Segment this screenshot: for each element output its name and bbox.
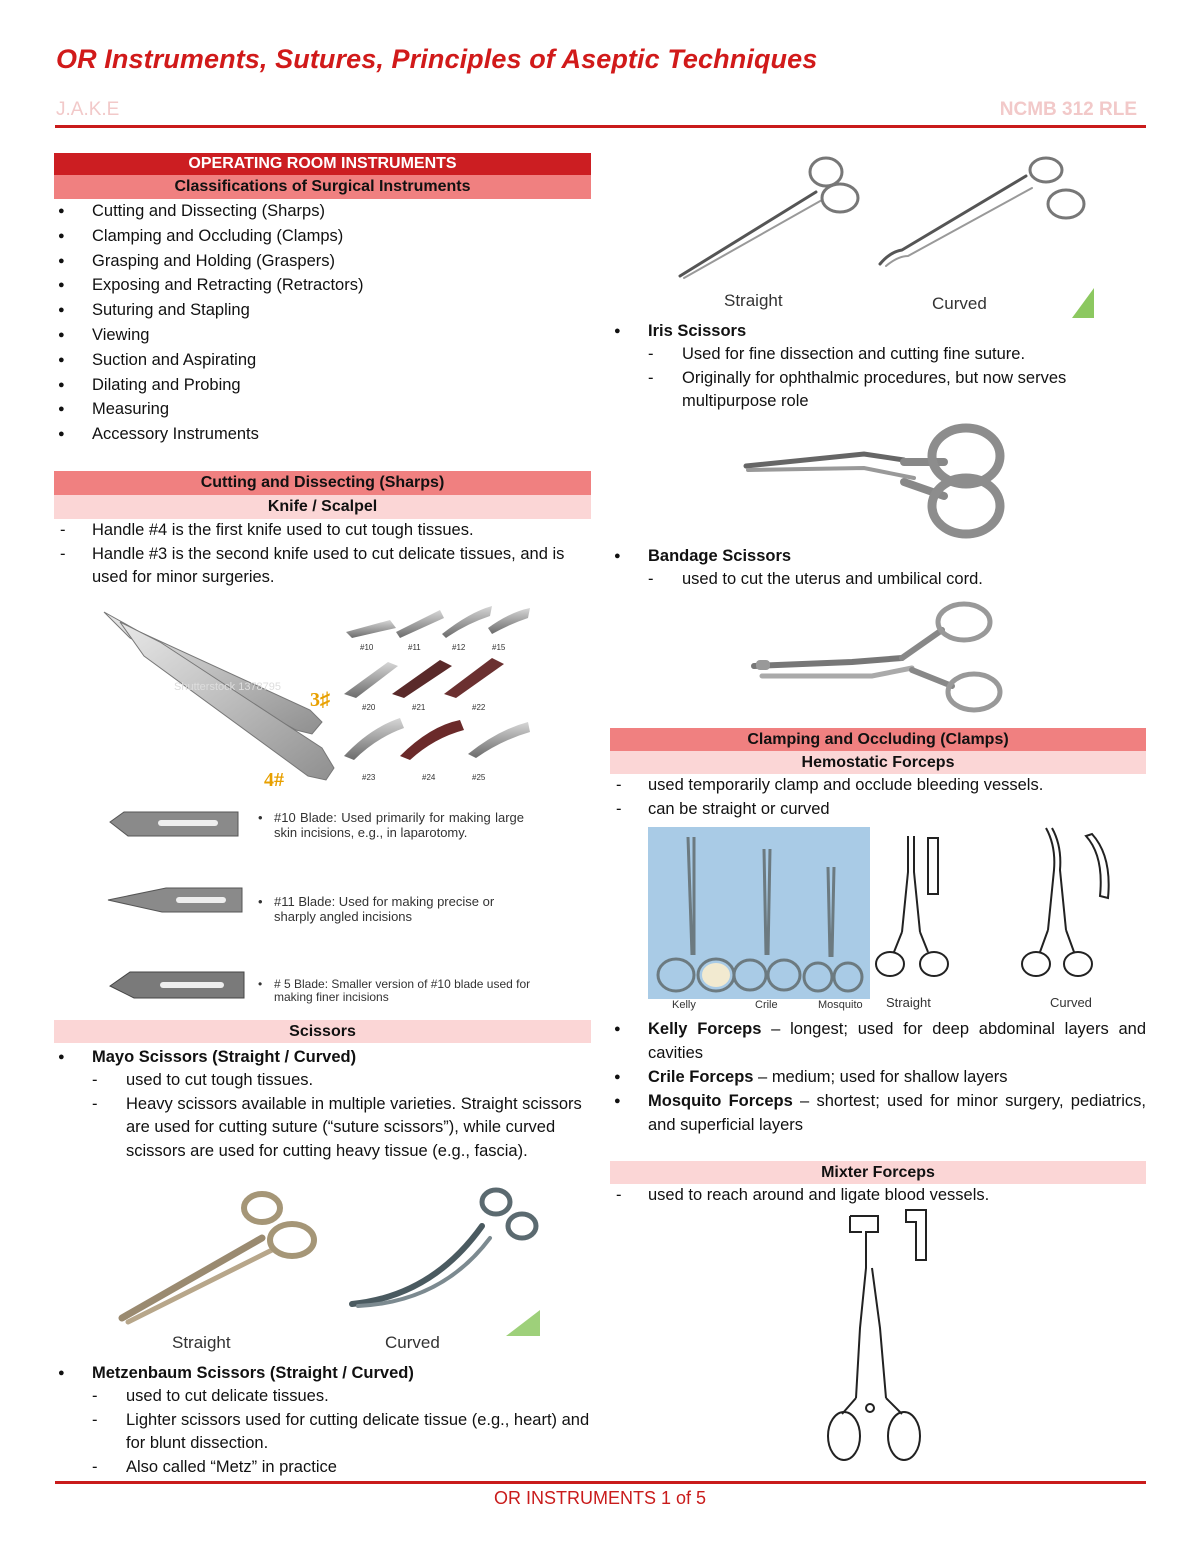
knife-point: - Handle #4 is the first knife used to cut tough tissues.: [54, 519, 591, 543]
mayo-curved-caption: Curved: [385, 1333, 440, 1352]
section-bar-or-instruments: OPERATING ROOM INSTRUMENTS: [54, 153, 591, 175]
mayo-title: ● Mayo Scissors (Straight / Curved): [54, 1045, 591, 1069]
blade-15-desc: • # 5 Blade: Smaller version of #10 blade used for making finer incisions: [258, 977, 531, 1004]
blade-label-25: #25: [472, 773, 486, 782]
header-rule: [55, 125, 1146, 128]
handle-3-label: 3♯: [310, 689, 330, 711]
scalpel-handles-figure: [100, 598, 540, 798]
blade-grid: [344, 606, 530, 782]
list-item: ● Suturing and Stapling: [54, 298, 591, 323]
mayo-straight-icon: [122, 1194, 314, 1322]
mayo-straight-caption: Straight: [172, 1333, 231, 1352]
bandage-title: ● Bandage Scissors: [610, 544, 1146, 568]
list-item: ● Viewing: [54, 323, 591, 348]
clamps-section: [610, 728, 1146, 821]
list-item: ● Clamping and Occluding (Clamps): [54, 224, 591, 249]
section-bar-clamps: Clamping and Occluding (Clamps): [610, 728, 1146, 751]
forceps-photo: [648, 827, 870, 999]
blade-label-11: #11: [408, 643, 421, 652]
list-item: ● Exposing and Retracting (Retractors): [54, 273, 591, 298]
crile-item: ● Crile Forceps – medium; used for shallow layers: [610, 1065, 1146, 1089]
mixter-section: [610, 1161, 1146, 1208]
mosquito-caption: Mosquito: [818, 999, 863, 1011]
metzenbaum-section: [54, 1361, 591, 1479]
classification-list: [54, 199, 591, 447]
metz-point: - used to cut delicate tissues.: [54, 1385, 591, 1409]
blade-15-icon: [108, 968, 248, 1002]
list-item: ● Cutting and Dissecting (Sharps): [54, 199, 591, 224]
section-bar-sharps: Cutting and Dissecting (Sharps): [54, 471, 591, 495]
curved-forceps-caption: Curved: [1050, 995, 1092, 1010]
metz-curved-icon: [880, 158, 1084, 266]
metzenbaum-title: ● Metzenbaum Scissors (Straight / Curved): [54, 1361, 591, 1385]
forceps-types-list: [610, 1017, 1146, 1137]
iris-point: - Originally for ophthalmic procedures, but now serves multipurpose role: [610, 367, 1146, 414]
blade-11-icon: [106, 886, 246, 916]
blade-11-desc: • #11 Blade: Used for making precise or sharply angled incisions: [258, 894, 495, 924]
hemostatic-point: - used temporarily clamp and occlude bleeding vessels.: [610, 774, 1146, 798]
section-bar-classifications: Classifications of Surgical Instruments: [54, 175, 591, 199]
list-item: ● Dilating and Probing: [54, 373, 591, 398]
blade-label-22: #22: [472, 703, 486, 712]
forceps-photo-drawing: [648, 827, 870, 999]
course-code: NCMB 312 RLE: [999, 99, 1137, 120]
scissors-section: [54, 1020, 591, 1163]
blade-label-24: #24: [422, 773, 436, 782]
author-label: J.A.K.E: [56, 99, 120, 120]
metz-straight-caption: Straight: [724, 291, 783, 310]
hemostatic-point: - can be straight or curved: [610, 798, 1146, 822]
handle-4-label: 4#: [264, 769, 284, 791]
footer-rule: [55, 1481, 1146, 1484]
metz-curved-caption: Curved: [932, 294, 987, 313]
bandage-scissors-icon: [752, 600, 1032, 714]
list-item: ● Suction and Aspirating: [54, 348, 591, 373]
knife-point: - Handle #3 is the second knife used to cut delicate tissues, and is used for minor surgeries.: [54, 543, 591, 590]
document-title: OR Instruments, Sutures, Principles of Aseptic Techniques: [56, 44, 818, 74]
blade-10-icon: [108, 810, 243, 840]
blade-label-21: #21: [412, 703, 426, 712]
section-bar-mixter: Mixter Forceps: [610, 1161, 1146, 1184]
watermark-text: Shutterstock 1378795: [174, 681, 282, 693]
blade-label-15: #15: [492, 643, 506, 652]
metz-point: - Also called “Metz” in practice: [54, 1456, 591, 1480]
mosquito-item: ● Mosquito Forceps – shortest; used for minor surgery, pediatrics, and superficial layers: [610, 1089, 1146, 1137]
crile-caption: Crile: [755, 999, 778, 1011]
iris-point: - Used for fine dissection and cutting fine suture.: [610, 343, 1146, 367]
bandage-point: - used to cut the uterus and umbilical cord.: [610, 568, 1146, 592]
kelly-caption: Kelly: [672, 999, 696, 1011]
iris-section: [610, 319, 1146, 414]
blade-label-12: #12: [452, 643, 466, 652]
section-bar-knife: Knife / Scalpel: [54, 495, 591, 519]
list-item: ● Measuring: [54, 397, 591, 422]
section-bar-scissors: Scissors: [54, 1020, 591, 1043]
kelly-item: ● Kelly Forceps – longest; used for deep abdominal layers and cavities: [610, 1017, 1146, 1065]
mixter-point: - used to reach around and ligate blood vessels.: [610, 1184, 1146, 1208]
sharps-section: [54, 471, 591, 590]
mayo-point: - Heavy scissors available in multiple varieties. Straight scissors are used for cutting suture (“suture scissors”), while curved scissors are used for cutting heavy tissue (e.g., fascia).: [54, 1093, 591, 1164]
straight-forceps-icon: [872, 832, 962, 982]
mayo-point: - used to cut tough tissues.: [54, 1069, 591, 1093]
metz-point: - Lighter scissors used for cutting delicate tissue (e.g., heart) and for blunt dissection.: [54, 1409, 591, 1456]
blade-10-desc: • #10 Blade: Used primarily for making large skin incisions, e.g., in laparotomy.: [258, 810, 524, 840]
blade-label-23: #23: [362, 773, 376, 782]
list-item: ● Grasping and Holding (Graspers): [54, 249, 591, 274]
iris-title: ● Iris Scissors: [610, 319, 1146, 343]
metz-straight-icon: [680, 158, 858, 278]
blade-label-10: #10: [360, 643, 374, 652]
footer-page-label: OR INSTRUMENTS 1 of 5: [493, 1488, 707, 1508]
mayo-scissors-figure: [112, 1186, 542, 1336]
blade-label-20: #20: [362, 703, 376, 712]
list-item: ● Accessory Instruments: [54, 422, 591, 447]
left-column: [54, 153, 591, 447]
mayo-curved-icon: [352, 1190, 536, 1306]
iris-scissors-icon: [744, 420, 1014, 540]
straight-forceps-caption: Straight: [886, 995, 931, 1010]
mixter-forceps-icon: [820, 1208, 950, 1470]
section-bar-hemostatic: Hemostatic Forceps: [610, 751, 1146, 774]
bandage-section: [610, 544, 1146, 592]
curved-forceps-icon: [1016, 826, 1126, 982]
